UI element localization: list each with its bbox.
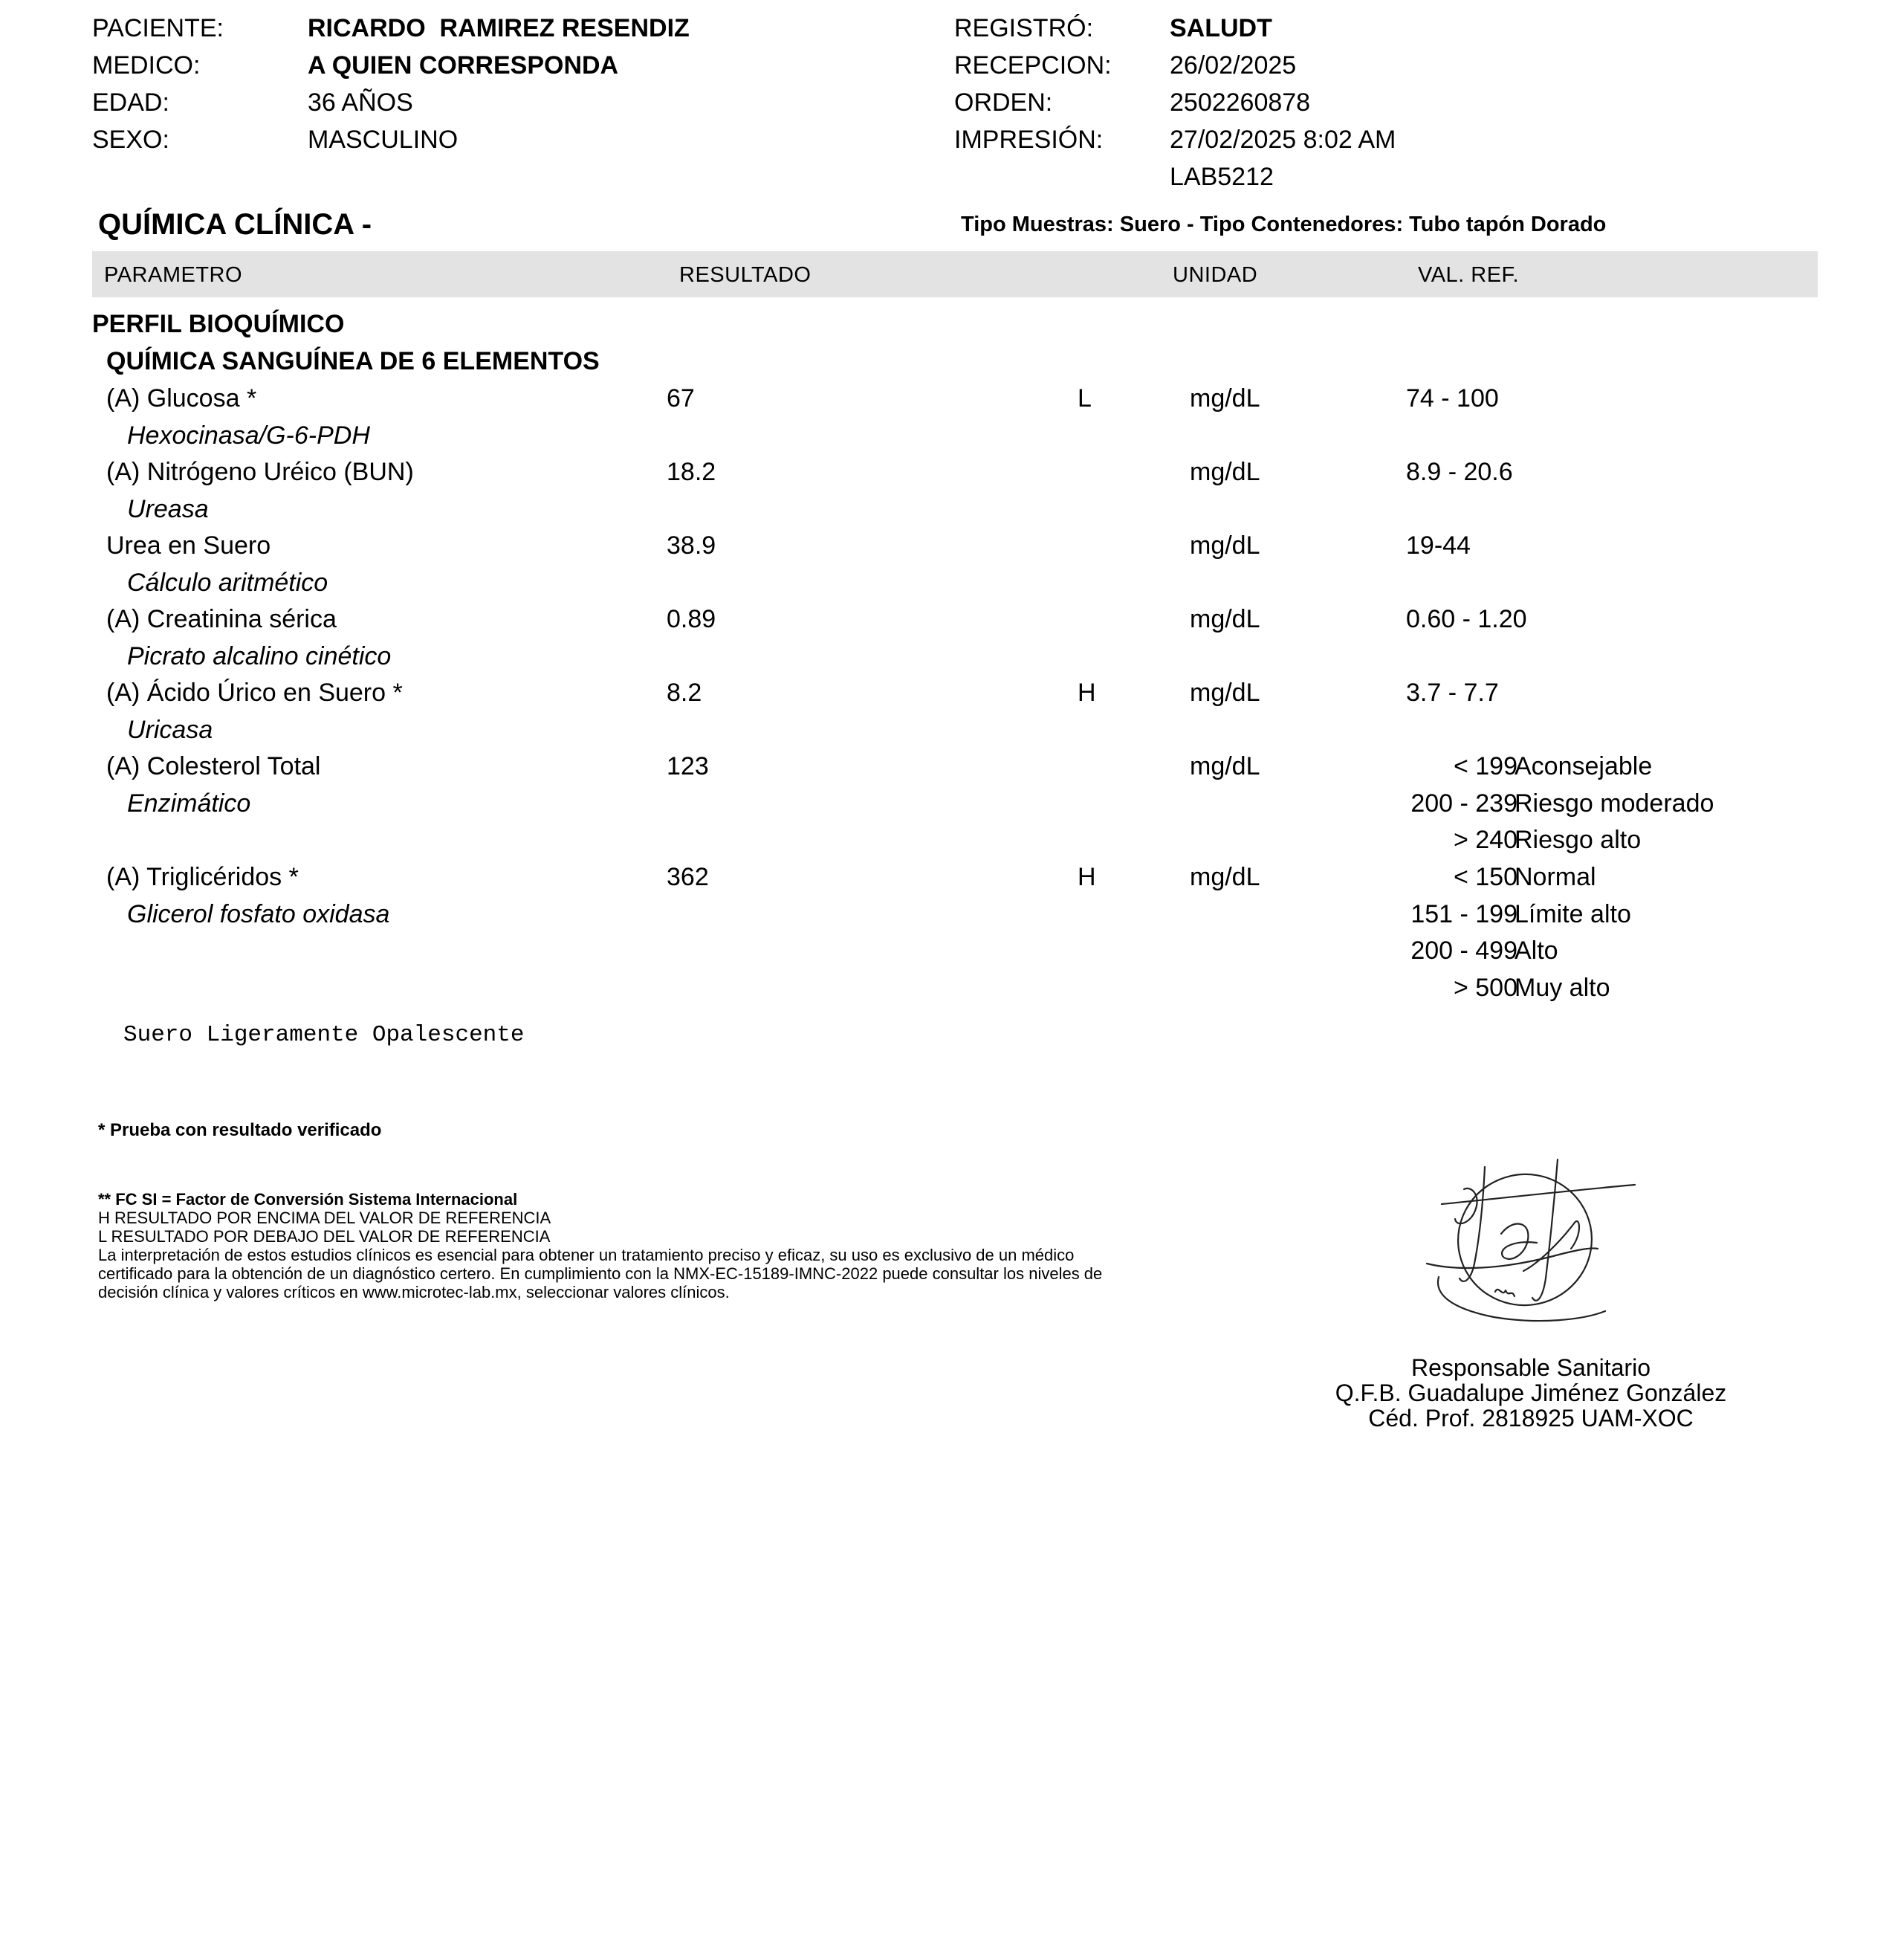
- reference-range: 74 - 100: [1406, 384, 1499, 413]
- test-result: 38.9: [667, 531, 716, 560]
- test-name: (A) Creatinina sérica: [106, 605, 337, 633]
- test-method: Enzimático: [127, 789, 251, 818]
- result-flag: H: [1078, 863, 1096, 891]
- h-flag-footnote: H RESULTADO POR ENCIMA DEL VALOR DE REFERENCIA: [98, 1209, 551, 1227]
- reference-range: 200 - 239: [1410, 789, 1517, 818]
- results-column-header: [92, 251, 1818, 297]
- test-result: 123: [667, 752, 709, 780]
- header-label: PACIENTE:: [92, 14, 224, 42]
- reference-range: 8.9 - 20.6: [1406, 458, 1513, 486]
- header-label: IMPRESIÓN:: [954, 126, 1104, 154]
- l-flag-footnote: L RESULTADO POR DEBAJO DEL VALOR DE REFERENCIA: [98, 1227, 551, 1246]
- profile-subtitle: QUÍMICA SANGUÍNEA DE 6 ELEMENTOS: [106, 347, 600, 375]
- test-unit: mg/dL: [1190, 605, 1260, 633]
- test-unit: mg/dL: [1190, 384, 1260, 413]
- reference-label: Normal: [1515, 863, 1596, 891]
- result-flag: H: [1078, 679, 1096, 707]
- header-value: RICARDO RAMIREZ RESENDIZ: [308, 14, 690, 42]
- reference-range: > 240: [1453, 826, 1517, 854]
- test-result: 8.2: [667, 679, 702, 707]
- test-unit: mg/dL: [1190, 679, 1260, 707]
- reference-range: < 199: [1453, 752, 1517, 780]
- signature-role: Responsable Sanitario: [1411, 1354, 1651, 1381]
- reference-label: Muy alto: [1515, 974, 1610, 1002]
- section-title: QUÍMICA CLÍNICA -: [98, 208, 372, 241]
- col-parametro: PARAMETRO: [104, 263, 243, 287]
- header-label: MEDICO:: [92, 51, 201, 80]
- reference-label: Riesgo moderado: [1515, 789, 1714, 818]
- header-value: 2502260878: [1170, 88, 1311, 117]
- header-value: 27/02/2025 8:02 AM: [1170, 126, 1396, 154]
- test-result: 18.2: [667, 458, 716, 486]
- test-name: (A) Nitrógeno Uréico (BUN): [106, 458, 414, 486]
- disclaimer-line-2: certificado para la obtención de un diagnóstico certero. En cumplimiento con la NMX-EC-15189-IMNC-2022 puede consultar los niveles de: [98, 1264, 1103, 1283]
- test-name: (A) Ácido Úrico en Suero *: [106, 679, 403, 707]
- test-method: Uricasa: [127, 716, 213, 744]
- test-method: Cálculo aritmético: [127, 569, 328, 597]
- test-name: (A) Colesterol Total: [106, 752, 321, 780]
- reference-range: 0.60 - 1.20: [1406, 605, 1527, 633]
- disclaimer-line-3: decisión clínica y valores críticos en www.microtec-lab.mx, seleccionar valores clínicos.: [98, 1283, 730, 1301]
- test-method: Glicerol fosfato oxidasa: [127, 900, 390, 928]
- reference-range: > 500: [1453, 974, 1517, 1002]
- col-unidad: UNIDAD: [1173, 263, 1258, 287]
- header-value: LAB5212: [1170, 163, 1274, 191]
- reference-range: < 150: [1453, 863, 1517, 891]
- handwritten-signature: [1412, 1152, 1665, 1338]
- test-method: Hexocinasa/G-6-PDH: [127, 421, 370, 450]
- test-name: Urea en Suero: [106, 531, 271, 560]
- test-method: Picrato alcalino cinético: [127, 642, 392, 670]
- header-value: MASCULINO: [308, 126, 459, 154]
- header-label: RECEPCION:: [954, 51, 1112, 80]
- test-name: (A) Glucosa *: [106, 384, 257, 413]
- reference-label: Alto: [1515, 937, 1558, 965]
- verified-footnote: * Prueba con resultado verificado: [98, 1120, 382, 1140]
- col-val-ref: VAL. REF.: [1418, 263, 1520, 287]
- reference-range: 3.7 - 7.7: [1406, 679, 1499, 707]
- header-value: A QUIEN CORRESPONDA: [308, 51, 619, 80]
- signature-name: Q.F.B. Guadalupe Jiménez González: [1335, 1380, 1727, 1406]
- reference-label: Riesgo alto: [1515, 826, 1642, 854]
- test-unit: mg/dL: [1190, 531, 1260, 560]
- test-result: 362: [667, 863, 709, 891]
- signature-license: Céd. Prof. 2818925 UAM-XOC: [1368, 1405, 1694, 1432]
- reference-range: 151 - 199: [1410, 900, 1517, 928]
- header-value: 26/02/2025: [1170, 51, 1297, 80]
- header-label: REGISTRÓ:: [954, 14, 1094, 42]
- header-label: ORDEN:: [954, 88, 1053, 117]
- test-name: (A) Triglicéridos *: [106, 863, 299, 891]
- header-label: EDAD:: [92, 88, 169, 117]
- test-method: Ureasa: [127, 495, 209, 523]
- test-result: 67: [667, 384, 695, 413]
- test-unit: mg/dL: [1190, 863, 1260, 891]
- reference-label: Límite alto: [1515, 900, 1631, 928]
- profile-title: PERFIL BIOQUÍMICO: [92, 310, 345, 338]
- fc-si-footnote: ** FC SI = Factor de Conversión Sistema Internacional: [98, 1190, 518, 1209]
- header-value: SALUDT: [1170, 14, 1272, 42]
- result-flag: L: [1078, 384, 1092, 413]
- reference-range: 19-44: [1406, 531, 1471, 560]
- sample-info: Tipo Muestras: Suero - Tipo Contenedores: Tubo tapón Dorado: [961, 213, 1607, 236]
- observation-note: Suero Ligeramente Opalescente: [123, 1022, 525, 1048]
- col-resultado: RESULTADO: [679, 263, 812, 287]
- header-label: SEXO:: [92, 126, 169, 154]
- test-unit: mg/dL: [1190, 458, 1260, 486]
- reference-label: Aconsejable: [1515, 752, 1653, 780]
- header-value: 36 AÑOS: [308, 88, 413, 117]
- test-unit: mg/dL: [1190, 752, 1260, 780]
- reference-range: 200 - 499: [1410, 937, 1517, 965]
- test-result: 0.89: [667, 605, 716, 633]
- disclaimer-line-1: La interpretación de estos estudios clínicos es esencial para obtener un tratamiento preciso y eficaz, su uso es exclusivo de un médico: [98, 1246, 1075, 1264]
